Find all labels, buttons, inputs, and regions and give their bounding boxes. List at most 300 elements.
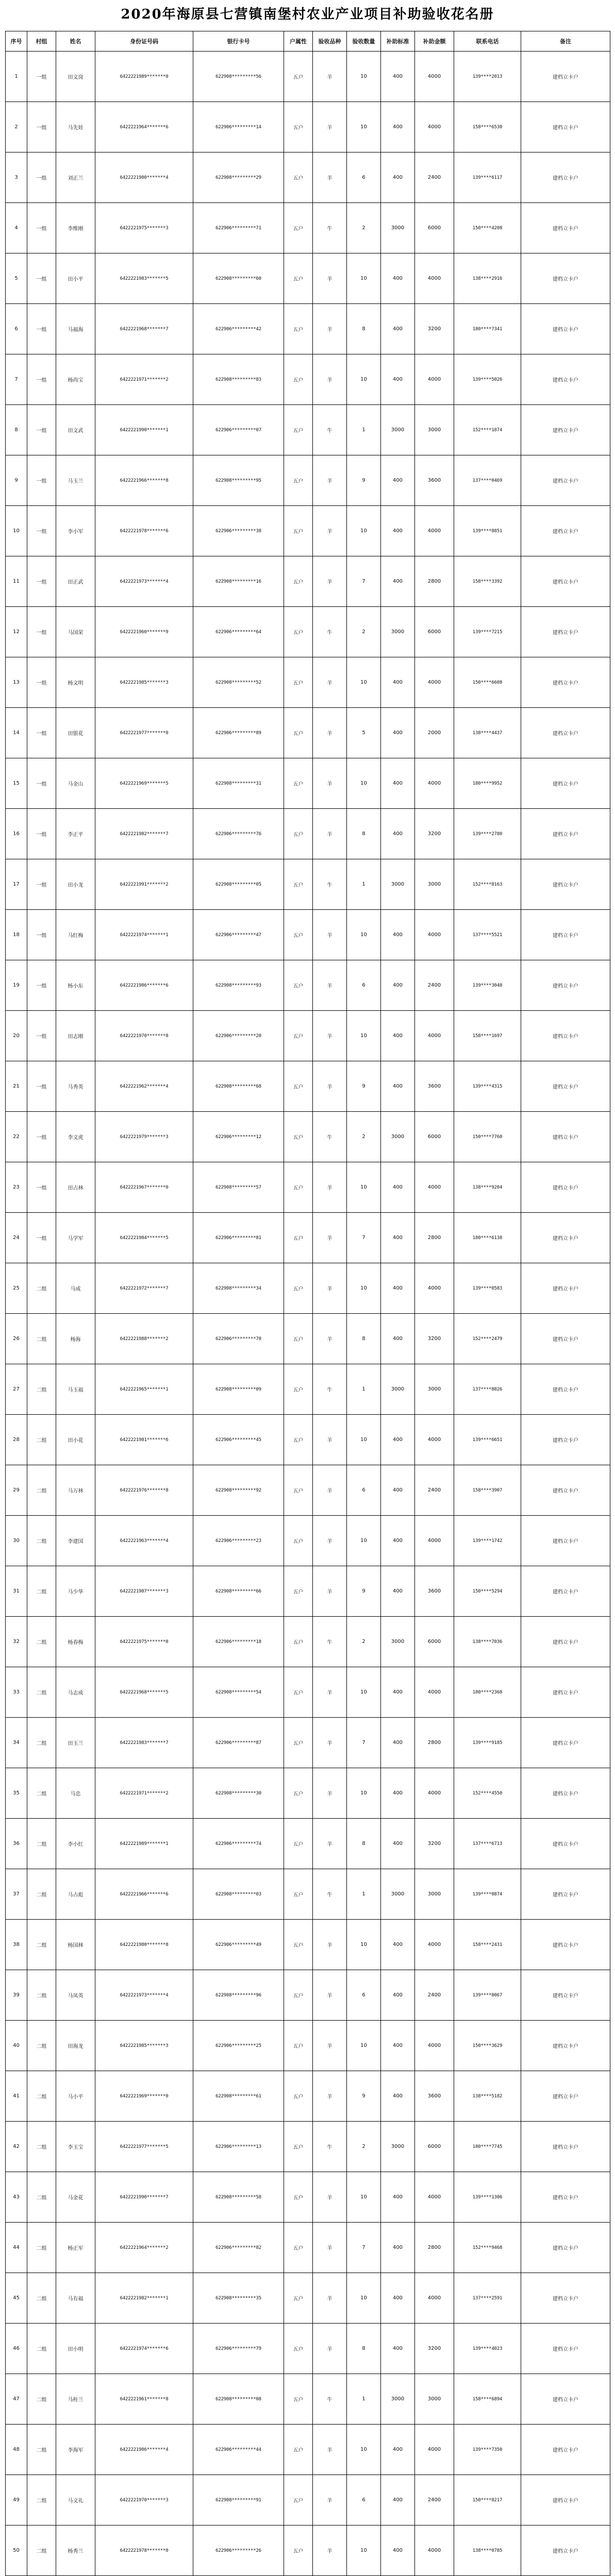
table-cell-bank-card: 622906*********42 (193, 304, 284, 354)
table-cell-id-number: 6422221971*******2 (95, 1768, 193, 1819)
table-cell-household-type: 五户 (284, 2425, 313, 2475)
table-cell-standard: 400 (381, 1819, 415, 1869)
table-cell-group: 二组 (27, 2172, 56, 2223)
table-cell-standard: 400 (381, 1920, 415, 1970)
table-cell-phone: 138****4437 (454, 708, 521, 758)
table-row (6, 1516, 610, 1566)
table-cell-seq: 48 (6, 2425, 27, 2475)
table-cell-bank-card: 622908*********54 (193, 1667, 284, 1718)
table-cell-group: 一组 (27, 809, 56, 859)
table-cell-household-type: 五户 (284, 2526, 313, 2576)
table-cell-household-type: 五户 (284, 1364, 313, 1415)
table-cell-amount: 2000 (415, 708, 454, 758)
table-cell-seq: 5 (6, 253, 27, 304)
table-cell-seq: 50 (6, 2526, 27, 2576)
table-cell-standard: 400 (381, 2273, 415, 2324)
table-cell-bank-card: 622906*********38 (193, 506, 284, 556)
table-cell-id-number: 6422221975*******0 (95, 1617, 193, 1667)
table-cell-group: 一组 (27, 455, 56, 506)
table-cell-name: 李建国 (56, 1516, 95, 1566)
table-cell-standard: 400 (381, 1314, 415, 1364)
table-cell-amount: 4000 (415, 1920, 454, 1970)
table-cell-standard: 400 (381, 1465, 415, 1516)
table-cell-bank-card: 622906*********71 (193, 203, 284, 253)
table-cell-remark: 建档立卡户 (521, 152, 610, 203)
table-cell-household-type: 五户 (284, 1566, 313, 1617)
table-cell-variety: 羊 (313, 1162, 347, 1213)
table-cell-seq: 24 (6, 1213, 27, 1263)
table-cell-phone: 158****3907 (454, 1465, 521, 1516)
table-cell-quantity: 10 (347, 1667, 381, 1718)
table-cell-seq: 7 (6, 354, 27, 405)
table-cell-group: 二组 (27, 2475, 56, 2526)
table-cell-quantity: 1 (347, 2374, 381, 2425)
table-cell-amount: 3600 (415, 455, 454, 506)
table-row (6, 1415, 610, 1465)
table-cell-household-type: 五户 (284, 1162, 313, 1213)
table-cell-standard: 400 (381, 1718, 415, 1768)
table-cell-group: 一组 (27, 253, 56, 304)
table-cell-id-number: 6422221970*******8 (95, 1011, 193, 1061)
table-cell-seq: 4 (6, 203, 27, 253)
table-cell-group: 一组 (27, 708, 56, 758)
table-cell-id-number: 6422221985*******3 (95, 657, 193, 708)
table-cell-name: 李海军 (56, 2425, 95, 2475)
table-cell-quantity: 10 (347, 1768, 381, 1819)
table-cell-seq: 14 (6, 708, 27, 758)
table-cell-variety: 羊 (313, 1566, 347, 1617)
table-cell-standard: 400 (381, 2425, 415, 2475)
table-cell-quantity: 7 (347, 1213, 381, 1263)
table-cell-seq: 22 (6, 1112, 27, 1162)
table-cell-bank-card: 622906*********12 (193, 1112, 284, 1162)
table-cell-seq: 6 (6, 304, 27, 354)
table-cell-seq: 2 (6, 102, 27, 152)
table-cell-phone: 158****6530 (454, 102, 521, 152)
table-cell-household-type: 五户 (284, 1970, 313, 2021)
table-cell-phone: 137****5521 (454, 910, 521, 960)
table-cell-remark: 建档立卡户 (521, 1263, 610, 1314)
table-cell-id-number: 6422221977*******0 (95, 708, 193, 758)
table-cell-quantity: 9 (347, 455, 381, 506)
table-cell-standard: 400 (381, 2475, 415, 2526)
table-cell-name: 李文虎 (56, 1112, 95, 1162)
table-cell-id-number: 6422221982*******7 (95, 809, 193, 859)
table-cell-amount: 3600 (415, 1566, 454, 1617)
table-cell-seq: 45 (6, 2273, 27, 2324)
table-cell-variety: 羊 (313, 52, 347, 102)
table-row (6, 2071, 610, 2122)
table-cell-id-number: 6422221986*******6 (95, 960, 193, 1011)
table-cell-household-type: 五户 (284, 1061, 313, 1112)
table-cell-id-number: 6422221990*******1 (95, 405, 193, 455)
table-cell-variety: 羊 (313, 758, 347, 809)
table-cell-standard: 400 (381, 1970, 415, 2021)
table-cell-bank-card: 622906*********64 (193, 607, 284, 657)
table-cell-name: 马国荣 (56, 607, 95, 657)
table-cell-household-type: 五户 (284, 1869, 313, 1920)
table-cell-variety: 羊 (313, 657, 347, 708)
table-cell-amount: 4000 (415, 2172, 454, 2223)
table-cell-bank-card: 622908*********03 (193, 1869, 284, 1920)
table-cell-variety: 羊 (313, 102, 347, 152)
table-cell-id-number: 6422221980*******8 (95, 1920, 193, 1970)
table-cell-id-number: 6422221973*******4 (95, 1970, 193, 2021)
table-cell-id-number: 6422221983*******5 (95, 253, 193, 304)
table-cell-seq: 19 (6, 960, 27, 1011)
table-cell-standard: 400 (381, 1263, 415, 1314)
table-cell-standard: 400 (381, 152, 415, 203)
table-cell-name: 马秀英 (56, 1061, 95, 1112)
table-cell-household-type: 五户 (284, 1314, 313, 1364)
table-cell-bank-card: 622908*********09 (193, 1364, 284, 1415)
table-cell-quantity: 6 (347, 152, 381, 203)
table-cell-group: 二组 (27, 2021, 56, 2071)
table-cell-remark: 建档立卡户 (521, 1364, 610, 1415)
table-cell-seq: 25 (6, 1263, 27, 1314)
table-cell-remark: 建档立卡户 (521, 1869, 610, 1920)
table-cell-bank-card: 622908*********34 (193, 1263, 284, 1314)
table-cell-group: 二组 (27, 1566, 56, 1617)
table-cell-bank-card: 622906*********44 (193, 2425, 284, 2475)
table-cell-group: 一组 (27, 102, 56, 152)
table-cell-amount: 4000 (415, 52, 454, 102)
table-cell-group: 一组 (27, 405, 56, 455)
table-cell-name: 马万林 (56, 1465, 95, 1516)
table-cell-name: 马桂兰 (56, 2374, 95, 2425)
table-cell-household-type: 五户 (284, 1920, 313, 1970)
table-row (6, 1112, 610, 1162)
table-cell-remark: 建档立卡户 (521, 1415, 610, 1465)
table-cell-remark: 建档立卡户 (521, 2273, 610, 2324)
table-cell-standard: 400 (381, 1566, 415, 1617)
table-cell-name: 马少华 (56, 1566, 95, 1617)
table-cell-standard: 3000 (381, 1617, 415, 1667)
table-cell-id-number: 6422221991*******2 (95, 859, 193, 910)
table-cell-bank-card: 622906*********07 (193, 405, 284, 455)
table-cell-quantity: 9 (347, 2071, 381, 2122)
table-row (6, 2122, 610, 2172)
table-cell-amount: 2400 (415, 1970, 454, 2021)
table-cell-phone: 152****1874 (454, 405, 521, 455)
table-cell-variety: 羊 (313, 2172, 347, 2223)
table-cell-id-number: 6422221969*******0 (95, 2071, 193, 2122)
table-cell-household-type: 五户 (284, 2172, 313, 2223)
table-cell-standard: 400 (381, 304, 415, 354)
table-cell-household-type: 五户 (284, 1263, 313, 1314)
table-cell-household-type: 五户 (284, 2021, 313, 2071)
table-cell-phone: 139****4023 (454, 2324, 521, 2374)
table-cell-amount: 4000 (415, 253, 454, 304)
table-cell-remark: 建档立卡户 (521, 1112, 610, 1162)
table-cell-amount: 4000 (415, 657, 454, 708)
table-cell-id-number: 6422221964*******2 (95, 2223, 193, 2273)
table-row (6, 1364, 610, 1415)
table-cell-group: 一组 (27, 1061, 56, 1112)
table-cell-remark: 建档立卡户 (521, 304, 610, 354)
table-cell-amount: 6000 (415, 1112, 454, 1162)
table-row (6, 1869, 610, 1920)
table-cell-seq: 10 (6, 506, 27, 556)
table-cell-name: 田银花 (56, 708, 95, 758)
table-cell-phone: 150****6608 (454, 657, 521, 708)
table-cell-name: 田文岗 (56, 52, 95, 102)
table-cell-remark: 建档立卡户 (521, 2172, 610, 2223)
table-cell-standard: 400 (381, 758, 415, 809)
table-cell-name: 田志刚 (56, 1011, 95, 1061)
table-cell-remark: 建档立卡户 (521, 1617, 610, 1667)
table-cell-standard: 400 (381, 102, 415, 152)
table-cell-standard: 400 (381, 253, 415, 304)
table-cell-amount: 4000 (415, 506, 454, 556)
table-cell-seq: 9 (6, 455, 27, 506)
table-cell-bank-card: 622906*********14 (193, 102, 284, 152)
table-cell-seq: 43 (6, 2172, 27, 2223)
table-cell-amount: 3000 (415, 1869, 454, 1920)
table-cell-name: 马小平 (56, 2071, 95, 2122)
table-cell-standard: 400 (381, 1213, 415, 1263)
table-cell-name: 杨尚宝 (56, 354, 95, 405)
table-cell-amount: 3200 (415, 1314, 454, 1364)
table-cell-standard: 400 (381, 506, 415, 556)
table-cell-amount: 4000 (415, 758, 454, 809)
table-cell-name: 李小红 (56, 1819, 95, 1869)
table-cell-name: 杨正军 (56, 2223, 95, 2273)
table-cell-group: 二组 (27, 1718, 56, 1768)
column-header: 验收品种 (313, 31, 347, 52)
table-cell-variety: 羊 (313, 455, 347, 506)
table-row (6, 203, 610, 253)
table-cell-group: 二组 (27, 1970, 56, 2021)
table-cell-id-number: 6422221989*******1 (95, 1819, 193, 1869)
table-cell-remark: 建档立卡户 (521, 2324, 610, 2374)
table-cell-phone: 138****7036 (454, 1617, 521, 1667)
table-cell-standard: 400 (381, 2223, 415, 2273)
table-cell-remark: 建档立卡户 (521, 405, 610, 455)
table-cell-variety: 羊 (313, 1970, 347, 2021)
table-cell-remark: 建档立卡户 (521, 1314, 610, 1364)
table-cell-phone: 137****2591 (454, 2273, 521, 2324)
table-cell-name: 李维刚 (56, 203, 95, 253)
table-cell-quantity: 10 (347, 657, 381, 708)
table-cell-variety: 羊 (313, 2273, 347, 2324)
table-cell-remark: 建档立卡户 (521, 1718, 610, 1768)
table-cell-name: 田正武 (56, 556, 95, 607)
table-cell-id-number: 6422221973*******4 (95, 556, 193, 607)
table-cell-amount: 6000 (415, 607, 454, 657)
table-cell-bank-card: 622908*********52 (193, 657, 284, 708)
table-cell-id-number: 6422221968*******5 (95, 1667, 193, 1718)
table-cell-group: 一组 (27, 859, 56, 910)
table-cell-group: 二组 (27, 2273, 56, 2324)
table-cell-id-number: 6422221970*******3 (95, 2475, 193, 2526)
table-cell-seq: 16 (6, 809, 27, 859)
table-cell-household-type: 五户 (284, 960, 313, 1011)
table-cell-quantity: 8 (347, 2324, 381, 2374)
table-cell-standard: 400 (381, 1768, 415, 1819)
table-cell-seq: 13 (6, 657, 27, 708)
table-cell-id-number: 6422221977*******5 (95, 2122, 193, 2172)
table-cell-household-type: 五户 (284, 556, 313, 607)
table-cell-name: 田文武 (56, 405, 95, 455)
column-header: 村组 (27, 31, 56, 52)
table-cell-bank-card: 622908*********35 (193, 2273, 284, 2324)
table-cell-amount: 2800 (415, 1213, 454, 1263)
table-cell-id-number: 6422221981*******6 (95, 1415, 193, 1465)
table-cell-variety: 羊 (313, 910, 347, 960)
table-cell-household-type: 五户 (284, 1011, 313, 1061)
column-header: 身份证号码 (95, 31, 193, 52)
table-cell-name: 马玉兰 (56, 455, 95, 506)
table-row (6, 152, 610, 203)
table-cell-quantity: 10 (347, 1162, 381, 1213)
table-row (6, 960, 610, 1011)
table-cell-amount: 3200 (415, 304, 454, 354)
table-cell-name: 马先娃 (56, 102, 95, 152)
table-cell-standard: 3000 (381, 1869, 415, 1920)
table-cell-bank-card: 622908*********96 (193, 1970, 284, 2021)
table-cell-standard: 400 (381, 708, 415, 758)
table-cell-quantity: 9 (347, 1061, 381, 1112)
table-cell-bank-card: 622908*********57 (193, 1162, 284, 1213)
table-row (6, 1617, 610, 1667)
table-cell-variety: 羊 (313, 2526, 347, 2576)
table-cell-id-number: 6422221988*******2 (95, 1314, 193, 1364)
table-cell-group: 一组 (27, 506, 56, 556)
table-cell-name: 田海龙 (56, 2021, 95, 2071)
table-cell-group: 一组 (27, 607, 56, 657)
table-cell-seq: 41 (6, 2071, 27, 2122)
table-cell-quantity: 10 (347, 1920, 381, 1970)
table-cell-quantity: 10 (347, 253, 381, 304)
table-cell-remark: 建档立卡户 (521, 203, 610, 253)
table-cell-amount: 2400 (415, 152, 454, 203)
table-cell-id-number: 6422221976*******8 (95, 1465, 193, 1516)
table-row (6, 1920, 610, 1970)
table-cell-quantity: 2 (347, 607, 381, 657)
table-cell-variety: 羊 (313, 506, 347, 556)
table-cell-bank-card: 622906*********74 (193, 1819, 284, 1869)
table-cell-remark: 建档立卡户 (521, 708, 610, 758)
table-cell-phone: 138****9204 (454, 1162, 521, 1213)
table-cell-household-type: 五户 (284, 102, 313, 152)
table-cell-amount: 4000 (415, 2273, 454, 2324)
table-cell-bank-card: 622908*********92 (193, 1465, 284, 1516)
table-cell-standard: 400 (381, 52, 415, 102)
table-cell-remark: 建档立卡户 (521, 1162, 610, 1213)
table-cell-name: 田小花 (56, 1415, 95, 1465)
table-cell-variety: 羊 (313, 354, 347, 405)
table-cell-remark: 建档立卡户 (521, 2021, 610, 2071)
table-cell-remark: 建档立卡户 (521, 2526, 610, 2576)
table-cell-quantity: 10 (347, 1263, 381, 1314)
table-cell-household-type: 五户 (284, 253, 313, 304)
table-cell-remark: 建档立卡户 (521, 1213, 610, 1263)
table-cell-standard: 400 (381, 809, 415, 859)
table-cell-phone: 150****7760 (454, 1112, 521, 1162)
table-cell-id-number: 6422221967*******0 (95, 1162, 193, 1213)
table-cell-seq: 27 (6, 1364, 27, 1415)
table-cell-name: 李玉宝 (56, 2122, 95, 2172)
table-cell-remark: 建档立卡户 (521, 1516, 610, 1566)
table-row (6, 556, 610, 607)
table-cell-bank-card: 622908*********29 (193, 152, 284, 203)
table-cell-id-number: 6422221982*******1 (95, 2273, 193, 2324)
table-cell-standard: 400 (381, 2526, 415, 2576)
table-cell-variety: 牛 (313, 405, 347, 455)
table-cell-group: 一组 (27, 1213, 56, 1263)
table-cell-standard: 3000 (381, 2374, 415, 2425)
table-cell-name: 马凤英 (56, 1970, 95, 2021)
table-cell-household-type: 五户 (284, 1415, 313, 1465)
table-cell-seq: 33 (6, 1667, 27, 1718)
table-cell-seq: 28 (6, 1415, 27, 1465)
table-cell-seq: 31 (6, 1566, 27, 1617)
table-cell-household-type: 五户 (284, 657, 313, 708)
table-cell-bank-card: 622906*********89 (193, 708, 284, 758)
table-cell-variety: 羊 (313, 1819, 347, 1869)
table-cell-standard: 400 (381, 556, 415, 607)
table-cell-variety: 牛 (313, 1364, 347, 1415)
table-cell-phone: 158****1697 (454, 1011, 521, 1061)
table-cell-group: 一组 (27, 1162, 56, 1213)
table-row (6, 1263, 610, 1314)
table-cell-bank-card: 622908*********05 (193, 859, 284, 910)
table-cell-bank-card: 622906*********20 (193, 1011, 284, 1061)
table-cell-phone: 139****9185 (454, 1718, 521, 1768)
table-cell-remark: 建档立卡户 (521, 1061, 610, 1112)
table-row (6, 809, 610, 859)
table-cell-household-type: 五户 (284, 1465, 313, 1516)
table-cell-household-type: 五户 (284, 304, 313, 354)
table-cell-standard: 3000 (381, 1112, 415, 1162)
table-cell-id-number: 6422221978*******0 (95, 2526, 193, 2576)
table-cell-name: 马金花 (56, 2172, 95, 2223)
table-cell-name: 田小平 (56, 253, 95, 304)
table-cell-remark: 建档立卡户 (521, 2223, 610, 2273)
table-cell-group: 一组 (27, 657, 56, 708)
table-row (6, 657, 610, 708)
table-cell-household-type: 五户 (284, 2273, 313, 2324)
table-cell-group: 二组 (27, 2526, 56, 2576)
table-cell-phone: 139****2780 (454, 809, 521, 859)
table-cell-bank-card: 622906*********45 (193, 1415, 284, 1465)
table-cell-id-number: 6422221969*******5 (95, 758, 193, 809)
table-cell-quantity: 6 (347, 2475, 381, 2526)
table-cell-remark: 建档立卡户 (521, 2071, 610, 2122)
table-cell-group: 二组 (27, 2374, 56, 2425)
table-cell-id-number: 6422221989*******0 (95, 52, 193, 102)
table-cell-quantity: 2 (347, 203, 381, 253)
table-cell-name: 刘正兰 (56, 152, 95, 203)
table-row (6, 102, 610, 152)
table-row (6, 455, 610, 506)
table-cell-remark: 建档立卡户 (521, 1970, 610, 2021)
table-cell-household-type: 五户 (284, 52, 313, 102)
table-cell-amount: 6000 (415, 2122, 454, 2172)
table-cell-bank-card: 622906*********26 (193, 2526, 284, 2576)
table-cell-variety: 羊 (313, 708, 347, 758)
table-cell-bank-card: 622908*********56 (193, 52, 284, 102)
table-cell-amount: 4000 (415, 2021, 454, 2071)
column-header: 户属性 (284, 31, 313, 52)
table-cell-bank-card: 622906*********70 (193, 1314, 284, 1364)
table-cell-group: 二组 (27, 1869, 56, 1920)
table-cell-name: 马玉福 (56, 1364, 95, 1415)
table-cell-phone: 139****1742 (454, 1516, 521, 1566)
table-header (6, 31, 610, 52)
table-cell-id-number: 6422221966*******6 (95, 1869, 193, 1920)
